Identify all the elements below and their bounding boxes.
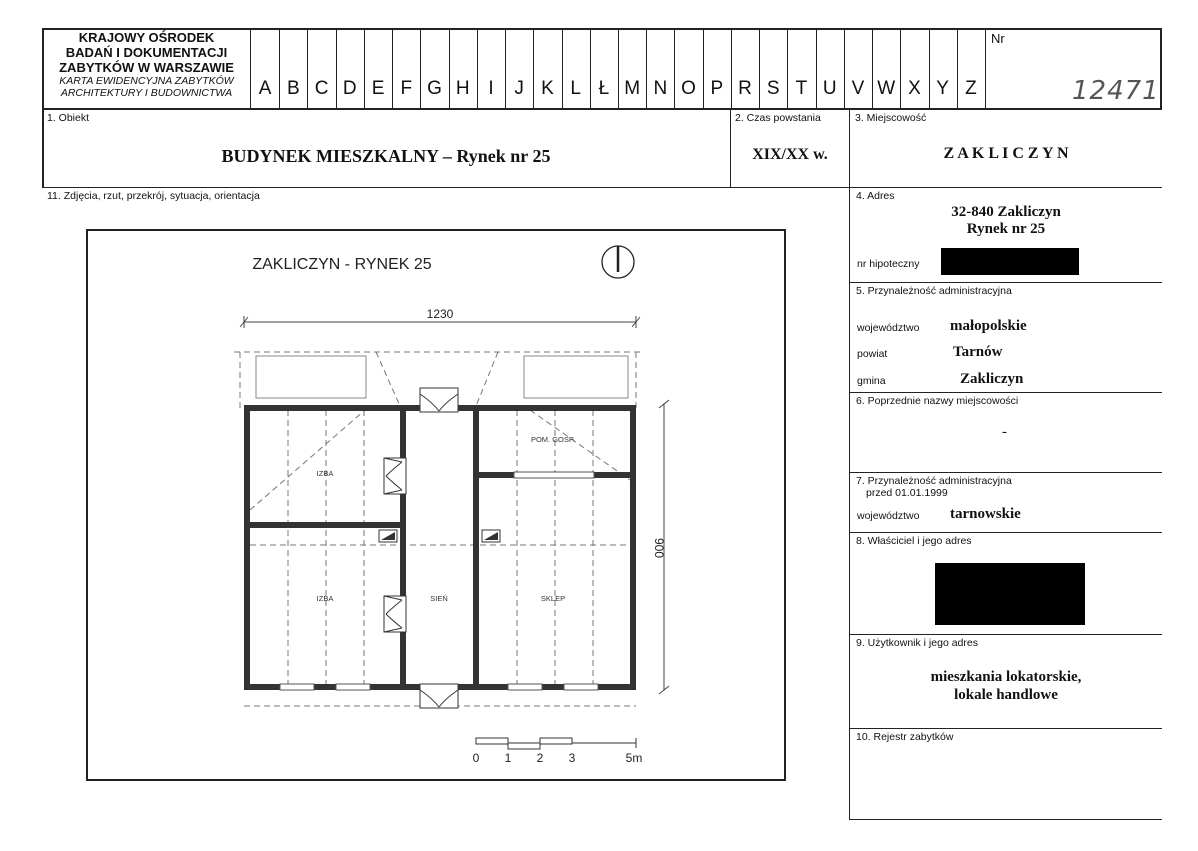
- adres-line2: Rynek nr 25: [966, 221, 1046, 237]
- adres-label: 4. Adres: [856, 190, 895, 202]
- uzytkownik-line2: lokale handlowe: [954, 687, 1058, 703]
- letter-cell: F: [400, 78, 413, 99]
- letter-cell: X: [908, 78, 921, 99]
- letter-cell: U: [822, 78, 837, 99]
- czas-value: XIX/XX w.: [752, 146, 828, 163]
- scale-bar: [476, 738, 636, 749]
- letter-cell: D: [342, 78, 357, 99]
- room-label-sien: SIEŃ: [430, 594, 448, 603]
- windows: [280, 472, 598, 690]
- letter-cell: Z: [965, 78, 977, 99]
- miejscowosc-value: Z A K L I C Z Y N: [943, 145, 1069, 162]
- letter-cell: H: [455, 78, 470, 99]
- drawing-title: ZAKLICZYN - RYNEK 25: [252, 256, 432, 273]
- scale-label: 2: [536, 751, 544, 765]
- letter-cell: A: [258, 78, 272, 99]
- letter-cell: C: [314, 78, 329, 99]
- letter-cell: Ł: [598, 78, 610, 99]
- room-label-sklep: SKLEP: [540, 594, 566, 603]
- gmina-value: Zakliczyn: [960, 371, 1024, 387]
- scale-label: 1: [504, 751, 512, 765]
- letter-cell: T: [795, 78, 808, 99]
- letter-cell: S: [766, 78, 780, 99]
- stove-icon: [482, 530, 500, 542]
- depth-dimension-label: 900: [652, 537, 666, 559]
- uzytkownik-line1: mieszkania lokatorskie,: [930, 669, 1082, 685]
- letter-cell: G: [427, 78, 442, 99]
- czas-label: 2. Czas powstania: [735, 112, 821, 124]
- poprzednie-value: -: [1002, 424, 1007, 440]
- scale-label: 5m: [625, 751, 643, 765]
- institution-line: KRAJOWY OŚRODEK: [78, 30, 215, 45]
- letter-cell: B: [286, 78, 300, 99]
- wlasciciel-label: 8. Właściciel i jego adres: [856, 535, 972, 547]
- letter-cell: K: [541, 78, 554, 99]
- nr-value: 12471: [1072, 76, 1160, 106]
- przed-woj-label: województwo: [857, 510, 920, 522]
- letter-cell: V: [851, 78, 865, 99]
- letter-cell: M: [624, 78, 641, 99]
- institution-line: BADAŃ I DOKUMENTACJI: [65, 45, 228, 60]
- powiat-label: powiat: [857, 348, 888, 360]
- obiekt-value: BUDYNEK MIESZKALNY – Rynek nr 25: [221, 146, 551, 166]
- walls: [247, 408, 633, 687]
- room-label-izba-bottom: IZBA: [316, 594, 334, 603]
- wojewodztwo-label: województwo: [857, 322, 920, 334]
- room-label-pom-gosp: POM. GOSP.: [530, 435, 576, 444]
- stove-icon: [379, 530, 397, 542]
- letter-cell: Y: [936, 78, 949, 99]
- powiat-value: Tarnów: [953, 344, 1003, 360]
- institution-line: ZABYTKÓW W WARSZAWIE: [59, 60, 234, 75]
- letter-cell: E: [371, 78, 385, 99]
- letter-cell: I: [488, 78, 494, 99]
- przynaleznosc-label: 5. Przynależność administracyjna: [856, 285, 1012, 297]
- poprzednie-label: 6. Poprzednie nazwy miejscowości: [856, 395, 1019, 407]
- wojewodztwo-value: małopolskie: [950, 318, 1027, 334]
- gmina-label: gmina: [857, 375, 886, 387]
- room-label-izba-top: IZBA: [316, 469, 334, 478]
- nr-label: Nr: [991, 31, 1005, 46]
- porch-right: [524, 356, 628, 398]
- letter-cell: R: [738, 78, 752, 99]
- letter-cell: J: [514, 78, 524, 99]
- przed-label-1: 7. Przynależność administracyjna: [856, 475, 1012, 487]
- letter-cell: N: [653, 78, 668, 99]
- letter-cell: L: [570, 78, 581, 99]
- obiekt-label: 1. Obiekt: [47, 112, 90, 124]
- scale-label: 3: [568, 751, 576, 765]
- doors: [384, 388, 458, 708]
- width-dimension-label: 1230: [426, 307, 454, 321]
- uzytkownik-label: 9. Użytkownik i jego adres: [856, 637, 978, 649]
- north-arrow-icon: [602, 246, 634, 278]
- scale-label: 0: [472, 751, 480, 765]
- przed-woj-value: tarnowskie: [950, 506, 1021, 522]
- letter-cell: W: [877, 78, 896, 99]
- card-type-line: ARCHITEKTURY I BUDOWNICTWA: [60, 87, 233, 99]
- letter-cell: P: [710, 78, 724, 99]
- miejscowosc-label: 3. Miejscowość: [855, 112, 927, 124]
- adres-line1: 32-840 Zakliczyn: [951, 204, 1061, 220]
- card-type-line: KARTA EWIDENCYJNA ZABYTKÓW: [59, 75, 234, 87]
- porch-left: [256, 356, 366, 398]
- przed-label-2: przed 01.01.1999: [866, 487, 948, 499]
- letter-cell: O: [681, 78, 696, 99]
- rejestr-label: 10. Rejestr zabytków: [856, 731, 954, 743]
- zdjecia-label: 11. Zdjęcia, rzut, przekrój, sytuacja, orientacja: [47, 190, 260, 202]
- hipoteczny-label: nr hipoteczny: [857, 258, 920, 270]
